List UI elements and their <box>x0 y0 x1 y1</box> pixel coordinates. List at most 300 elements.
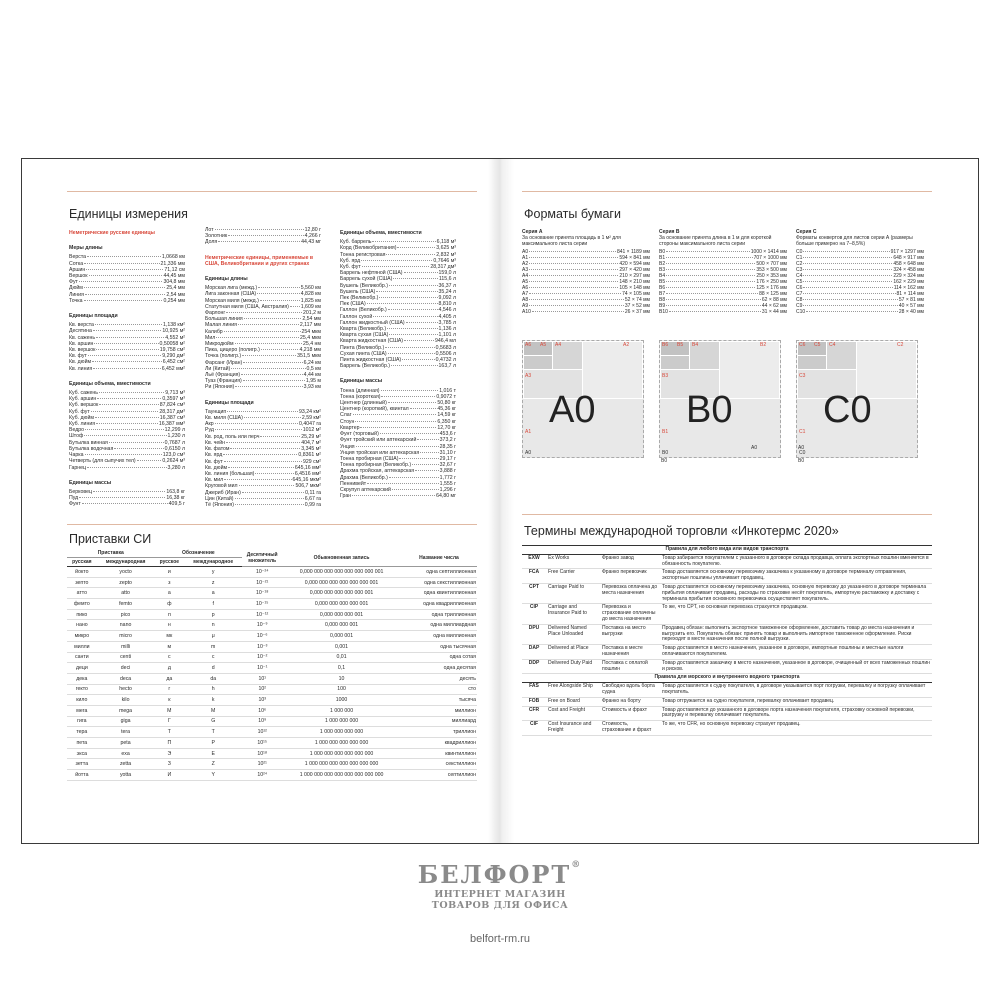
size-value: 44 × 62 мм <box>761 303 787 309</box>
unit-value: 409,5 г <box>168 501 185 508</box>
format-diagram <box>659 340 781 458</box>
si-cell: одна десятая <box>401 663 477 674</box>
unit-value: 3,625 м³ <box>436 245 456 252</box>
si-cell: с <box>154 652 184 663</box>
unit-value: 3,785 л <box>438 319 456 326</box>
unit-name: Верста <box>69 254 87 261</box>
si-cell: 10⁻²⁴ <box>242 567 282 578</box>
unit-name: Вершок <box>69 273 88 280</box>
group-heading: Меры длины <box>69 245 103 252</box>
paper-title: Форматы бумаги <box>524 207 621 221</box>
si-row <box>67 652 477 663</box>
incoterms-desc: Товар доставляется к судну покупателя, в договоре указывается порт погрузки, перевалку и погрузку оплачивает покупатель. <box>660 683 932 698</box>
size-name: B5 <box>659 279 666 285</box>
unit-value: 2,117 мм <box>299 322 321 329</box>
unit-name: Гарнец <box>69 464 87 471</box>
series-desc: За основание принята длина в 1 м для короткой стороны максимального листа серии <box>659 235 772 247</box>
si-cell: зепто <box>67 577 97 588</box>
si-cell: 10⁹ <box>242 716 282 727</box>
gap <box>205 246 321 252</box>
unit-name: Унция тройская или аптекарская <box>340 449 420 456</box>
unit-name: Галлон (Великобр.) <box>340 307 387 314</box>
dot-leader <box>86 269 163 270</box>
si-cell: 1 000 000 000 000 000 000 <box>282 748 401 759</box>
si-cell: h <box>184 684 242 695</box>
incoterms-code: CPT <box>522 583 546 603</box>
si-cell: P <box>184 738 242 749</box>
si-cell: а <box>154 588 184 599</box>
si-cell: н <box>154 620 184 631</box>
overlay-label: B0 <box>661 458 668 464</box>
size-row <box>522 309 650 315</box>
gap <box>69 372 185 378</box>
si-cell: mega <box>97 705 155 716</box>
unit-name: Морская лига (межд.) <box>205 285 258 292</box>
si-cell: к <box>154 695 184 706</box>
incoterms-row <box>522 583 932 603</box>
size-value: 52 × 74 мм <box>624 297 650 303</box>
si-cell: tera <box>97 727 155 738</box>
unit-name: Пеннивейт <box>340 480 367 487</box>
si-title: Приставки СИ <box>69 532 152 546</box>
si-cell: 0,01 <box>282 652 401 663</box>
si-header-rus: русская <box>67 558 97 567</box>
size-value: 148 × 210 мм <box>619 279 650 285</box>
dot-leader <box>803 305 898 306</box>
dot-leader <box>666 299 761 300</box>
dot-leader <box>95 417 159 418</box>
unit-value: 6,452 см² <box>162 359 185 366</box>
unit-value: 9,290 дм² <box>162 353 185 360</box>
si-row <box>67 641 477 652</box>
unit-value: 163,8 кг <box>166 488 185 495</box>
size-value: 648 × 917 мм <box>893 255 924 261</box>
dot-leader <box>239 485 295 486</box>
dot-leader <box>95 324 162 325</box>
unit-name: Фут <box>69 279 78 286</box>
series-name: Серия B <box>659 229 680 235</box>
dot-leader <box>529 275 618 276</box>
size-value: 353 × 500 мм <box>756 267 787 273</box>
units-column-2 <box>205 227 321 514</box>
incoterms-code: FAS <box>522 683 546 698</box>
unit-name: Тонна (короткая) <box>340 393 381 400</box>
si-cell: giga <box>97 716 155 727</box>
unit-value: 50,80 кг <box>437 400 456 407</box>
left-page <box>22 159 500 843</box>
size-value: 114 × 162 мм <box>893 285 924 291</box>
unit-value: 1012 м² <box>302 427 321 434</box>
incoterms-desc: Товар доставляется основному перевозчику заказчика, основную перевозку до указанного в договоре терминала прибытия оплачивает продавец, расходы по страховке несёт покупатель, импортную растаможку и доставку с терминала прибытия основного перевозчика осуществляет покупатель. <box>660 583 932 603</box>
red-heading: Неметрические единицы, применяемые в США, Великобритании и других странах <box>205 254 314 267</box>
unit-name: Галлон сухой <box>340 313 373 320</box>
si-cell: d <box>184 663 242 674</box>
si-cell: З <box>154 759 184 770</box>
unit-value: 16,387 мм³ <box>158 421 185 428</box>
unit-value: 4,828 км <box>300 291 321 298</box>
si-cell: zetta <box>97 759 155 770</box>
format-diagram <box>522 340 644 458</box>
unit-name: Пинта (Великобр.) <box>340 344 385 351</box>
unit-name: Драхма (Великобр.) <box>340 474 388 481</box>
unit-name: Акр <box>205 421 214 428</box>
series-list <box>796 249 924 315</box>
si-cell: милли <box>67 641 97 652</box>
group-heading: Единицы объема, вместимости <box>69 380 151 387</box>
si-cell: 1000 <box>282 695 401 706</box>
unit-value: 4,405 л <box>438 313 456 320</box>
dot-leader <box>92 361 162 362</box>
series-list <box>659 249 787 315</box>
dot-leader <box>666 275 755 276</box>
dot-leader <box>529 287 618 288</box>
si-cell: 10⁻¹⁸ <box>242 588 282 599</box>
size-value: 74 × 105 мм <box>622 291 650 297</box>
dot-leader <box>215 429 302 430</box>
dot-leader <box>99 404 158 405</box>
unit-name: Малая линия <box>205 322 237 329</box>
si-cell: д <box>154 663 184 674</box>
group-heading: Единицы объема, вместимости <box>340 230 422 236</box>
size-name: B6 <box>659 285 666 291</box>
unit-name: Куб. баррель <box>340 239 372 246</box>
unit-value: 2,832 м³ <box>436 251 456 258</box>
si-cell: M <box>184 705 242 716</box>
si-row <box>67 727 477 738</box>
dot-leader <box>260 436 300 437</box>
dot-leader <box>79 281 163 282</box>
unit-value: 1,138 км² <box>163 322 185 329</box>
dot-leader <box>397 247 435 248</box>
top-rule <box>67 191 477 192</box>
incoterms-row <box>522 604 932 624</box>
incoterms-group-header <box>522 674 932 683</box>
unit-name: Куб. вершок <box>69 402 99 409</box>
size-name: A9 <box>522 303 529 309</box>
unit-value: 3,888 г <box>439 468 456 475</box>
si-cell: секстиллион <box>401 759 477 770</box>
si-cell: 10⁻¹⁵ <box>242 599 282 610</box>
dot-leader <box>806 311 898 312</box>
dot-leader <box>385 347 434 348</box>
si-header-mult: Десятичный множитель <box>242 549 282 567</box>
dot-leader <box>87 467 167 468</box>
unit-value: 0,5 км <box>306 365 321 372</box>
dot-leader <box>99 392 164 393</box>
size-name: C4 <box>796 273 803 279</box>
unit-name: Кв. линия (большая) <box>205 470 255 477</box>
size-value: 88 × 125 мм <box>759 291 787 297</box>
unit-value: 4,218 мм <box>299 347 321 354</box>
dot-leader <box>529 263 618 264</box>
dot-leader <box>355 421 436 422</box>
unit-name: Мил <box>205 334 216 341</box>
size-value: 1000 × 1414 мм <box>750 249 787 255</box>
size-name: A8 <box>522 297 529 303</box>
gap <box>205 508 321 514</box>
dot-leader <box>803 275 892 276</box>
dot-leader <box>226 442 300 443</box>
unit-name: Галлон жидкостный (США) <box>340 319 405 326</box>
incoterms-code: DDP <box>522 659 546 674</box>
dot-leader <box>84 435 166 436</box>
format-label: C2 <box>897 342 904 348</box>
format-label: C4 <box>829 342 836 348</box>
dot-leader <box>666 293 758 294</box>
unit-name: Куб. сажень <box>69 390 98 397</box>
unit-value: 12,80 г <box>304 227 321 233</box>
unit-name: Бутылка водочная <box>69 445 114 452</box>
format-label-main: C0 <box>799 450 806 456</box>
unit-name: Тонна пробирная (США) <box>340 455 399 462</box>
si-cell: пета <box>67 738 97 749</box>
dot-leader <box>244 417 301 418</box>
incoterms-term-en: Ex Works <box>546 554 600 569</box>
si-cell: одна тысячная <box>401 641 477 652</box>
unit-value: 16,38 кг <box>166 495 185 502</box>
unit-value: 0,7687 л <box>164 439 185 446</box>
unit-value: 64,80 мг <box>436 493 456 500</box>
si-cell: deca <box>97 673 155 684</box>
unit-name: Гран <box>340 493 352 500</box>
dot-leader <box>803 293 895 294</box>
si-cell: 10¹ <box>242 673 282 684</box>
incoterms-term-en: Delivered at Place <box>546 645 600 660</box>
unit-name: Цин (Китай) <box>205 495 234 502</box>
dot-leader <box>532 311 624 312</box>
dot-leader <box>96 349 158 350</box>
si-cell: пико <box>67 609 97 620</box>
incoterms-desc: Продавец обязан: выполнить экспортное таможенное оформление, доставить товар до места назначения и выгрузить его. Покупатель обязан: принять товар и выполнить импортное таможенное оформление. Риски переходят в месте назначения после полной выгрузки. <box>660 624 932 644</box>
si-prefix-table <box>67 549 477 781</box>
unit-name: Калибр <box>205 328 223 335</box>
unit-name: Центнер (длинный) <box>340 400 387 407</box>
si-cell: йотта <box>67 770 97 781</box>
size-name: B2 <box>659 261 666 267</box>
format-label: A5 <box>540 342 547 348</box>
format-label: B2 <box>760 342 767 348</box>
unit-value: 3,93 км <box>303 384 321 391</box>
unit-name: Микродюйм <box>205 341 234 348</box>
unit-value: 123,0 см³ <box>162 452 185 459</box>
unit-value: 6,4516 мм² <box>294 470 321 477</box>
si-row <box>67 770 477 781</box>
size-name: C2 <box>796 261 803 267</box>
dot-leader <box>89 275 163 276</box>
dot-leader <box>402 359 435 360</box>
group-heading: Единицы массы <box>340 378 383 385</box>
dot-leader <box>235 386 302 387</box>
format-label: A4 <box>555 342 562 348</box>
si-cell: m <box>184 641 242 652</box>
size-name: C9 <box>796 303 803 309</box>
si-cell: n <box>184 620 242 631</box>
incoterms-term-en: Free Carrier <box>546 569 600 584</box>
si-cell: milli <box>97 641 155 652</box>
dot-leader <box>803 251 889 252</box>
si-cell: атто <box>67 588 97 599</box>
unit-value: 4,266 г <box>304 233 321 240</box>
incoterms-row <box>522 624 932 644</box>
dot-leader <box>224 479 291 480</box>
unit-name: Кв. дюйм <box>69 359 92 366</box>
unit-value: 2,59 км² <box>301 415 321 422</box>
brand-line3: ТОВАРОВ ДЛЯ ОФИСА <box>431 900 569 911</box>
dot-leader <box>404 272 438 273</box>
incoterms-rule <box>522 514 932 515</box>
incoterms-desc: Товар доставляется основному перевозчику заказчика к указанному в договоре терминалу отправления, экспортные пошлины уплачивает продавец. <box>660 569 932 584</box>
si-cell: мега <box>67 705 97 716</box>
si-cell: тысяча <box>401 695 477 706</box>
si-cell: k <box>184 695 242 706</box>
si-cell: одна секстиллионная <box>401 577 477 588</box>
si-cell: 1 000 000 000 000 000 000 000 <box>282 759 401 770</box>
dot-leader <box>379 297 437 298</box>
incoterms-table <box>522 545 932 736</box>
unit-name: Кв. фут <box>205 458 223 465</box>
unit-name: Круговой мил <box>205 483 238 490</box>
si-cell: 0,000 001 <box>282 631 401 642</box>
series-name: Серия C <box>796 229 817 235</box>
unit-value: 8,810 л <box>438 301 456 308</box>
unit-name: Баррель сухой (США) <box>340 276 393 283</box>
unit-name: Тонна (длинная) <box>340 387 380 394</box>
si-cell: 10⁻²¹ <box>242 577 282 588</box>
dot-leader <box>137 460 162 461</box>
size-name: C3 <box>796 267 803 273</box>
si-cell: 10²¹ <box>242 759 282 770</box>
incoterms-group-title: Правила для любого вида или видов транспорта <box>522 546 932 555</box>
si-row <box>67 684 477 695</box>
dot-leader <box>91 411 159 412</box>
dot-leader <box>223 454 297 455</box>
dot-leader <box>666 269 755 270</box>
size-value: 229 × 324 мм <box>893 273 924 279</box>
dot-leader <box>373 316 437 317</box>
unit-name: Ли (Китай) <box>205 365 231 372</box>
si-cell: 10¹⁸ <box>242 748 282 759</box>
si-cell: з <box>154 577 184 588</box>
si-cell: одна миллиардная <box>401 620 477 631</box>
dot-leader <box>84 287 165 288</box>
si-cell: femto <box>97 599 155 610</box>
unit-value: 946,4 мл <box>434 338 456 345</box>
dot-leader <box>216 337 299 338</box>
dot-leader <box>218 241 300 242</box>
unit-value: 0,11 га <box>305 489 321 496</box>
gap <box>69 304 185 310</box>
size-value: 62 × 88 мм <box>761 297 787 303</box>
dot-leader <box>372 241 435 242</box>
si-cell: 10⁻⁹ <box>242 620 282 631</box>
dot-leader <box>290 306 300 307</box>
brand-logo <box>0 860 1000 911</box>
unit-name: Драхма тройская, аптекарская <box>340 468 415 475</box>
unit-value: 5,560 км <box>300 285 321 292</box>
unit-name: Статутная миля (США, Австралия) <box>205 303 289 310</box>
size-name: A3 <box>522 267 529 273</box>
si-cell: μ <box>184 631 242 642</box>
units-title: Единицы измерения <box>69 207 188 221</box>
dot-leader <box>803 263 892 264</box>
dot-leader <box>389 334 437 335</box>
dot-leader <box>235 498 304 499</box>
si-cell: 10²⁴ <box>242 770 282 781</box>
dot-leader <box>803 269 892 270</box>
dot-leader <box>226 312 302 313</box>
unit-name: Пика, цицеро (полигр.) <box>205 347 260 354</box>
si-cell: da <box>184 673 242 684</box>
unit-name: Баррель (Великобр.) <box>340 363 391 370</box>
format-label: C3 <box>799 373 806 379</box>
series-block <box>796 229 924 315</box>
unit-name: Фунт <box>69 501 81 508</box>
dot-leader <box>238 324 299 325</box>
size-name: B0 <box>659 249 666 255</box>
size-name: A10 <box>522 309 531 315</box>
size-value: 125 × 176 мм <box>756 285 787 291</box>
incoterms-term-ru: Франко завод <box>600 554 660 569</box>
incoterms-term-ru: Франко перевозчик <box>600 569 660 584</box>
dot-leader <box>228 235 304 236</box>
si-cell: деци <box>67 663 97 674</box>
incoterms-code: CFR <box>522 706 546 721</box>
dot-leader <box>376 291 437 292</box>
si-cell: и <box>154 567 184 578</box>
unit-name: Пуд <box>69 495 79 502</box>
size-name: B4 <box>659 273 666 279</box>
size-row <box>659 309 787 315</box>
dot-leader <box>82 503 168 504</box>
si-cell: миллиард <box>401 716 477 727</box>
incoterms-term-ru: Франко на борту <box>600 697 660 706</box>
unit-value: 404,7 м² <box>301 439 321 446</box>
dot-leader <box>666 251 750 252</box>
unit-value: 29,17 г <box>439 455 456 462</box>
si-cell: 10¹² <box>242 727 282 738</box>
dot-leader <box>109 442 164 443</box>
unit-name: Пинта жидкостная (США) <box>340 357 402 364</box>
unit-name: Тонна пробирная (Великобр.) <box>340 462 412 469</box>
dot-leader <box>227 411 298 412</box>
incoterms-term-ru: Перевозка и страхование оплачены до места назначения <box>600 604 660 624</box>
unit-name: Кв. вершок <box>69 347 96 354</box>
incoterms-code: CIP <box>522 604 546 624</box>
unit-name: Точка (полигр.) <box>205 353 242 360</box>
unit-value: 2,54 мм <box>302 316 321 323</box>
unit-value: 645,16 мм² <box>294 464 321 471</box>
size-name: C5 <box>796 279 803 285</box>
size-value: 162 × 229 мм <box>893 279 924 285</box>
unit-value: 6,67 га <box>304 495 321 502</box>
dot-leader <box>215 423 298 424</box>
size-name: C8 <box>796 297 803 303</box>
si-cell: нано <box>67 620 97 631</box>
unit-name: Квартер <box>340 424 360 431</box>
dot-leader <box>388 353 435 354</box>
unit-value: 32,67 г <box>439 462 456 469</box>
unit-name: Доля <box>205 239 218 246</box>
dot-leader <box>388 309 438 310</box>
incoterms-row <box>522 683 932 698</box>
incoterms-term-ru: Перевозка оплачена до места назначения <box>600 583 660 603</box>
unit-name: Линия <box>69 291 84 298</box>
unit-name: Кв. аршин <box>69 340 94 347</box>
dot-leader <box>215 229 304 230</box>
unit-name: Слаг <box>340 412 352 419</box>
si-cell: yocto <box>97 567 155 578</box>
site-url[interactable]: belfort-rm.ru <box>470 933 530 945</box>
